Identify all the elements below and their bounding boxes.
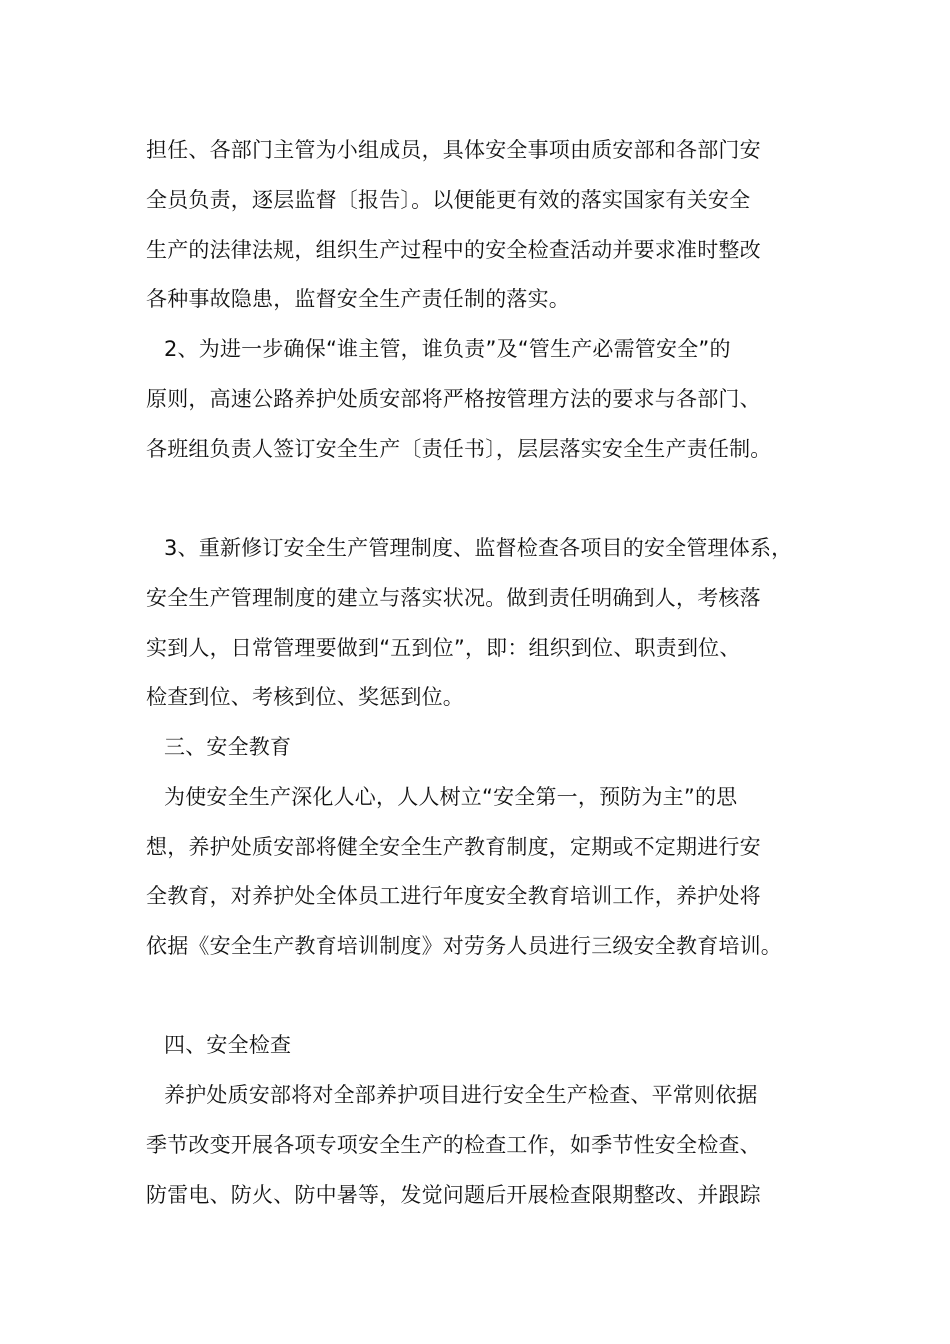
text-line: 各班组负责人签订安全生产〔责任书〕，层层落实安全生产责任制。 <box>146 437 772 461</box>
text-line: 生产的法律法规，组织生产过程中的安全检查活动并要求准时整改 <box>146 238 761 262</box>
text-line: 检查到位、考核到位、奖惩到位。 <box>146 685 464 709</box>
text-line: 担任、各部门主管为小组成员，具体安全事项由质安部和各部门安 <box>146 138 761 162</box>
text-line: 各种事故隐患，监督安全生产责任制的落实。 <box>146 287 570 311</box>
text-line: 依据《安全生产教育培训制度》对劳务人员进行三级安全教育培训。 <box>146 934 782 958</box>
text-line: 3、重新修订安全生产管理制度、监督检查各项目的安全管理体系， <box>164 536 793 560</box>
section-heading: 三、安全教育 <box>164 735 292 759</box>
text-line: 防雷电、防火、防中暑等，发觉问题后开展检查限期整改、并跟踪 <box>146 1183 761 1207</box>
section-heading: 四、安全检查 <box>164 1033 292 1057</box>
text-line: 季节改变开展各项专项安全生产的检查工作，如季节性安全检查、 <box>146 1133 761 1157</box>
text-line: 2、为进一步确保“谁主管，谁负责”及“管生产必需管安全”的 <box>164 337 731 361</box>
text-line: 养护处质安部将对全部养护项目进行安全生产检查、平常则依据 <box>164 1083 758 1107</box>
text-line: 安全生产管理制度的建立与落实状况。做到责任明确到人，考核落 <box>146 586 761 610</box>
text-line: 全教育，对养护处全体员工进行年度安全教育培训工作，养护处将 <box>146 884 761 908</box>
text-line: 想，养护处质安部将健全安全生产教育制度，定期或不定期进行安 <box>146 835 761 859</box>
text-line: 原则，高速公路养护处质安部将严格按管理方法的要求与各部门、 <box>146 387 761 411</box>
text-line: 全员负责，逐层监督〔报告〕。以便能更有效的落实国家有关安全 <box>146 188 751 212</box>
text-line: 为使安全生产深化人心，人人树立“安全第一，预防为主”的思 <box>164 785 738 809</box>
text-line: 实到人，日常管理要做到“五到位”，即：组织到位、职责到位、 <box>146 636 741 660</box>
